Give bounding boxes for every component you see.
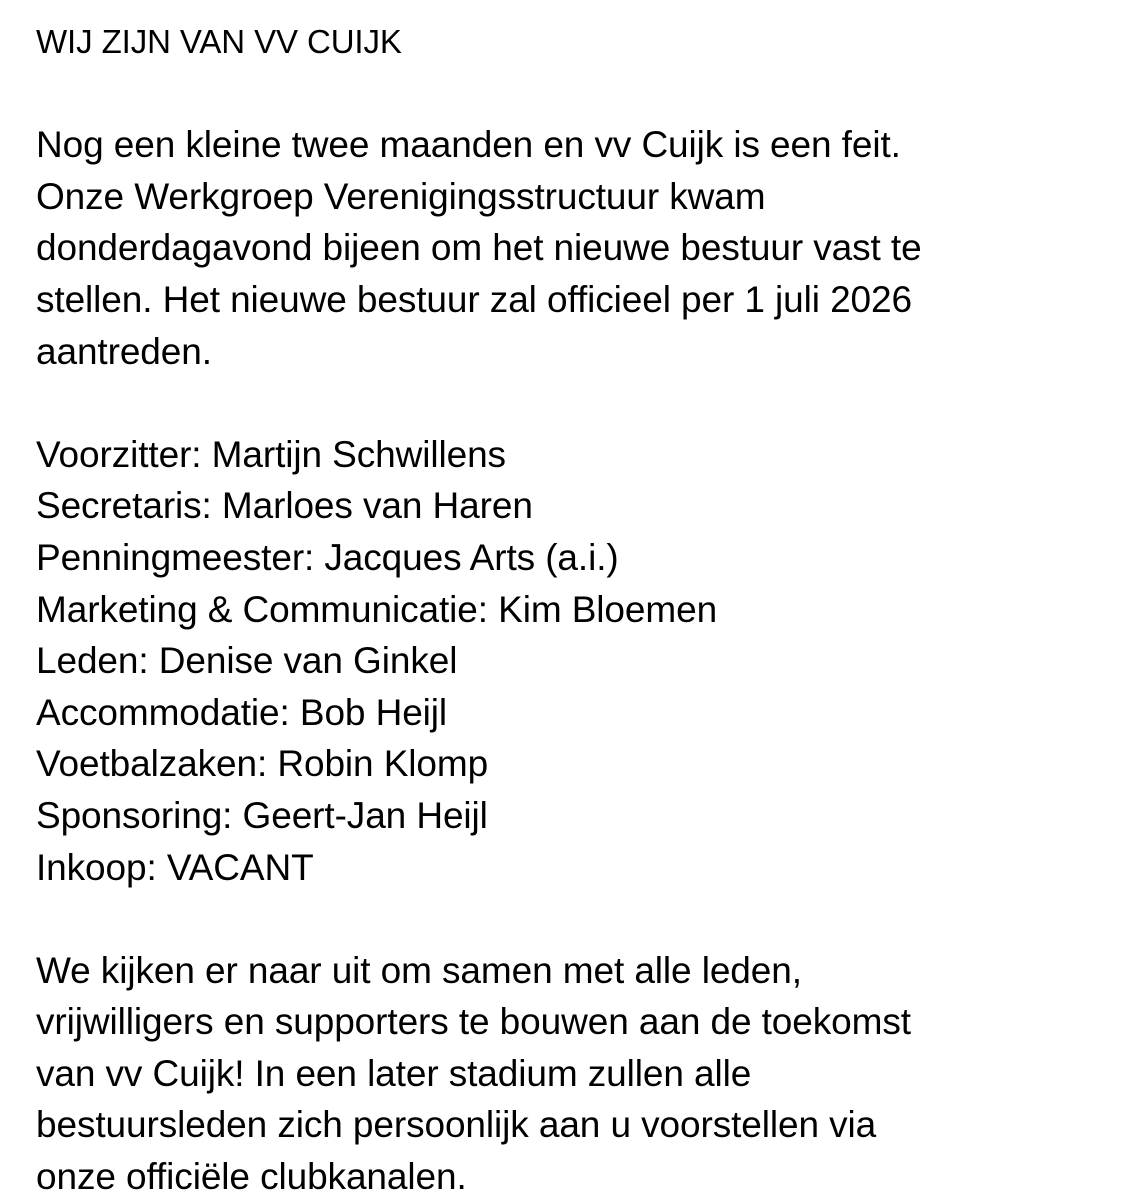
board-member-treasurer: Penningmeester: Jacques Arts (a.i.)	[36, 536, 619, 578]
board-member-secretary: Secretaris: Marloes van Haren	[36, 485, 533, 527]
closing-line: bestuursleden zich persoonlijk aan u voorstellen via	[36, 1104, 877, 1146]
closing-line: van vv Cuijk! In een later stadium zullen alle	[36, 1052, 752, 1094]
board-member-accommodation: Accommodatie: Bob Heijl	[36, 691, 448, 733]
paragraph-gap	[36, 68, 1126, 120]
paragraph-gap	[36, 377, 1126, 429]
closing-line: We kijken er naar uit om samen met alle leden,	[36, 949, 802, 991]
intro-line: Onze Werkgroep Verenigingsstructuur kwam	[36, 175, 766, 217]
closing-line: vrijwilligers en supporters te bouwen aan de toekomst	[36, 1001, 911, 1043]
intro-line: stellen. Het nieuwe bestuur zal officieel per 1 juli 2026	[36, 278, 912, 320]
board-member-members: Leden: Denise van Ginkel	[36, 640, 458, 682]
paragraph-gap	[36, 893, 1126, 945]
board-member-sponsoring: Sponsoring: Geert-Jan Heijl	[36, 794, 488, 836]
closing-line: onze officiële clubkanalen.	[36, 1156, 467, 1198]
intro-line: donderdagavond bijeen om het nieuwe bestuur vast te	[36, 227, 922, 269]
board-member-purchasing: Inkoop: VACANT	[36, 846, 314, 888]
board-member-football-affairs: Voetbalzaken: Robin Klomp	[36, 743, 489, 785]
intro-line: aantreden.	[36, 330, 212, 372]
intro-line: Nog een kleine twee maanden en vv Cuijk is een feit.	[36, 124, 901, 166]
note-document	[36, 16, 1126, 1203]
board-member-chair: Voorzitter: Martijn Schwillens	[36, 433, 506, 475]
note-title: WIJ ZIJN VAN VV CUIJK	[36, 23, 402, 60]
board-member-marketing: Marketing & Communicatie: Kim Bloemen	[36, 588, 718, 630]
